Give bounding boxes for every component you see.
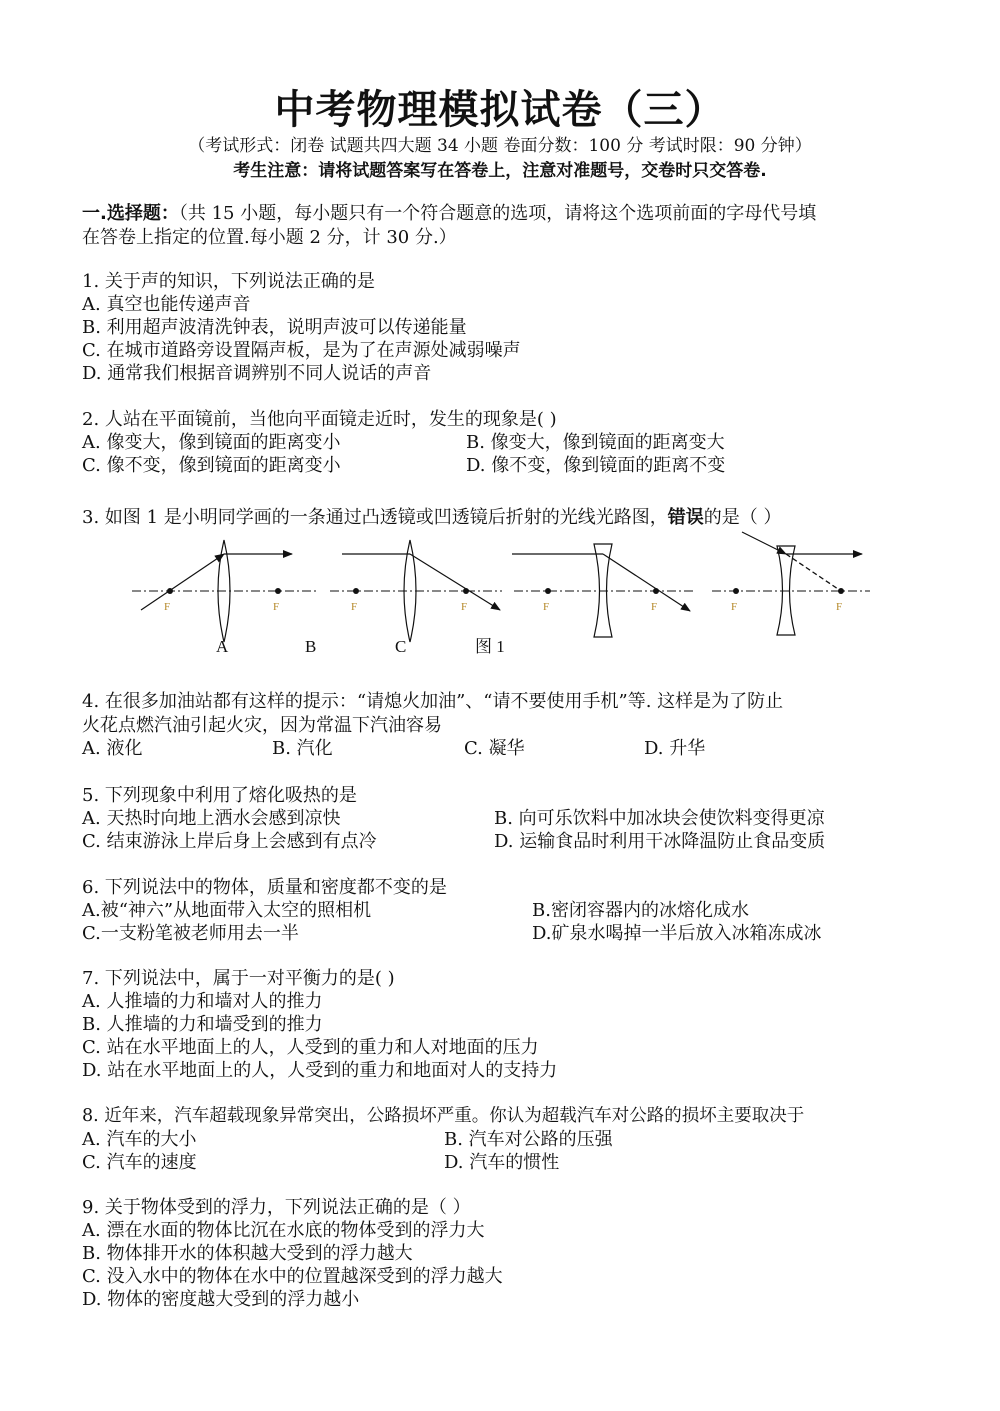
q7-option-b: B. 人推墙的力和墙受到的推力	[82, 1014, 323, 1035]
q1-option-d: D. 通常我们根据音调辨别不同人说话的声音	[82, 363, 432, 384]
q1-stem: 1. 关于声的知识，下列说法正确的是	[82, 271, 375, 292]
section1-instruction-line2: 在答卷上指定的位置.每小题 2 分，计 30 分.）	[82, 227, 457, 248]
focus-label: F	[651, 601, 658, 613]
q4-option-c: C. 凝华	[464, 738, 525, 759]
focus-label: F	[164, 601, 171, 613]
q2-stem: 2. 人站在平面镜前，当他向平面镜走近时，发生的现象是( )	[82, 409, 557, 430]
diagram-d-concave-lens	[712, 532, 870, 635]
diagram-b-convex-lens	[330, 540, 502, 642]
diagram-c-concave-lens	[512, 544, 694, 637]
q8-option-c: C. 汽车的速度	[82, 1152, 197, 1173]
focus-label: F	[836, 601, 843, 613]
q2-option-b: B. 像变大，像到镜面的距离变大	[466, 432, 725, 453]
q5-option-d: D. 运输食品时利用干冰降温防止食品变质	[494, 831, 826, 852]
section1-heading: 一.选择题：	[82, 203, 179, 224]
diagram-a-convex-lens	[132, 540, 318, 642]
exam-info: （考试形式：闭卷 试题共四大题 34 小题 卷面分数：100 分 考试时限：90 分钟）	[188, 136, 812, 156]
q4-option-a: A. 液化	[82, 738, 143, 759]
q5-option-b: B. 向可乐饮料中加冰块会使饮料变得更凉	[494, 808, 825, 829]
q5-option-a: A. 天热时向地上洒水会感到凉快	[82, 808, 341, 829]
focus-label: F	[731, 601, 738, 613]
q8-option-d: D. 汽车的惯性	[444, 1152, 560, 1173]
q8-option-b: B. 汽车对公路的压强	[444, 1129, 613, 1150]
q2-option-c: C. 像不变，像到镜面的距离变小	[82, 455, 341, 476]
q9-option-d: D. 物体的密度越大受到的浮力越小	[82, 1289, 360, 1310]
q2-option-d: D. 像不变，像到镜面的距离不变	[466, 455, 726, 476]
q5-stem: 5. 下列现象中利用了熔化吸热的是	[82, 785, 357, 806]
q6-option-d: D.矿泉水喝掉一半后放入冰箱冻成冰	[532, 923, 822, 944]
q3-emphasis: 错误	[667, 507, 704, 528]
diagram-label-b: B	[305, 637, 317, 656]
q5-option-c: C. 结束游泳上岸后身上会感到有点冷	[82, 831, 377, 852]
q4-option-d: D. 升华	[644, 738, 706, 759]
q4-stem-line1: 4. 在很多加油站都有这样的提示：“请熄火加油”、“请不要使用手机”等. 这样是为了防止	[82, 691, 784, 712]
q6-option-a: A.被“神六”从地面带入太空的照相机	[82, 900, 372, 921]
q2-option-a: A. 像变大，像到镜面的距离变小	[82, 432, 341, 453]
section1-instruction-line1: 一.选择题：（共 15 小题，每小题只有一个符合题意的选项，请将这个选项前面的字母代号填	[82, 203, 817, 224]
focus-label: F	[273, 601, 280, 613]
focus-label: F	[461, 601, 468, 613]
exam-title: 中考物理模拟试卷（三）	[274, 87, 726, 133]
q1-option-b: B. 利用超声波清洗钟表，说明声波可以传递能量	[82, 317, 467, 338]
q3-stem: 3. 如图 1 是小明同学画的一条通过凸透镜或凹透镜后折射的光线光路图，错误的是（ ）	[82, 507, 782, 528]
q6-stem: 6. 下列说法中的物体，质量和密度都不变的是	[82, 877, 447, 898]
q7-option-c: C. 站在水平地面上的人，人受到的重力和人对地面的压力	[82, 1037, 539, 1058]
figure-1-lens-diagrams	[0, 530, 1000, 660]
q1-option-a: A. 真空也能传递声音	[82, 294, 251, 315]
focus-label: F	[351, 601, 358, 613]
exam-notice: 考生注意：请将试题答案写在答卷上，注意对准题号，交卷时只交答卷.	[233, 161, 767, 181]
q7-stem: 7. 下列说法中，属于一对平衡力的是( )	[82, 968, 395, 989]
q1-option-c: C. 在城市道路旁设置隔声板，是为了在声源处减弱噪声	[82, 340, 521, 361]
q7-option-a: A. 人推墙的力和墙对人的推力	[82, 991, 323, 1012]
figure-caption: 图 1	[475, 637, 505, 656]
focus-label: F	[543, 601, 550, 613]
diagram-label-a: A	[216, 637, 229, 656]
diagram-label-c: C	[395, 637, 407, 656]
q4-option-b: B. 汽化	[272, 738, 333, 759]
q9-option-a: A. 漂在水面的物体比沉在水底的物体受到的浮力大	[82, 1220, 485, 1241]
q8-option-a: A. 汽车的大小	[82, 1129, 197, 1150]
q9-option-c: C. 没入水中的物体在水中的位置越深受到的浮力越大	[82, 1266, 503, 1287]
q8-stem: 8. 近年来，汽车超载现象异常突出，公路损坏严重。你认为超载汽车对公路的损坏主要取决于	[82, 1106, 805, 1126]
q9-stem: 9. 关于物体受到的浮力，下列说法正确的是（ ）	[82, 1197, 471, 1218]
q6-option-b: B.密闭容器内的冰熔化成水	[532, 900, 749, 921]
q6-option-c: C.一支粉笔被老师用去一半	[82, 923, 299, 944]
q9-option-b: B. 物体排开水的体积越大受到的浮力越大	[82, 1243, 413, 1264]
q4-stem-line2: 火花点燃汽油引起火灾，因为常温下汽油容易	[82, 715, 442, 736]
q7-option-d: D. 站在水平地面上的人，人受到的重力和地面对人的支持力	[82, 1060, 558, 1081]
